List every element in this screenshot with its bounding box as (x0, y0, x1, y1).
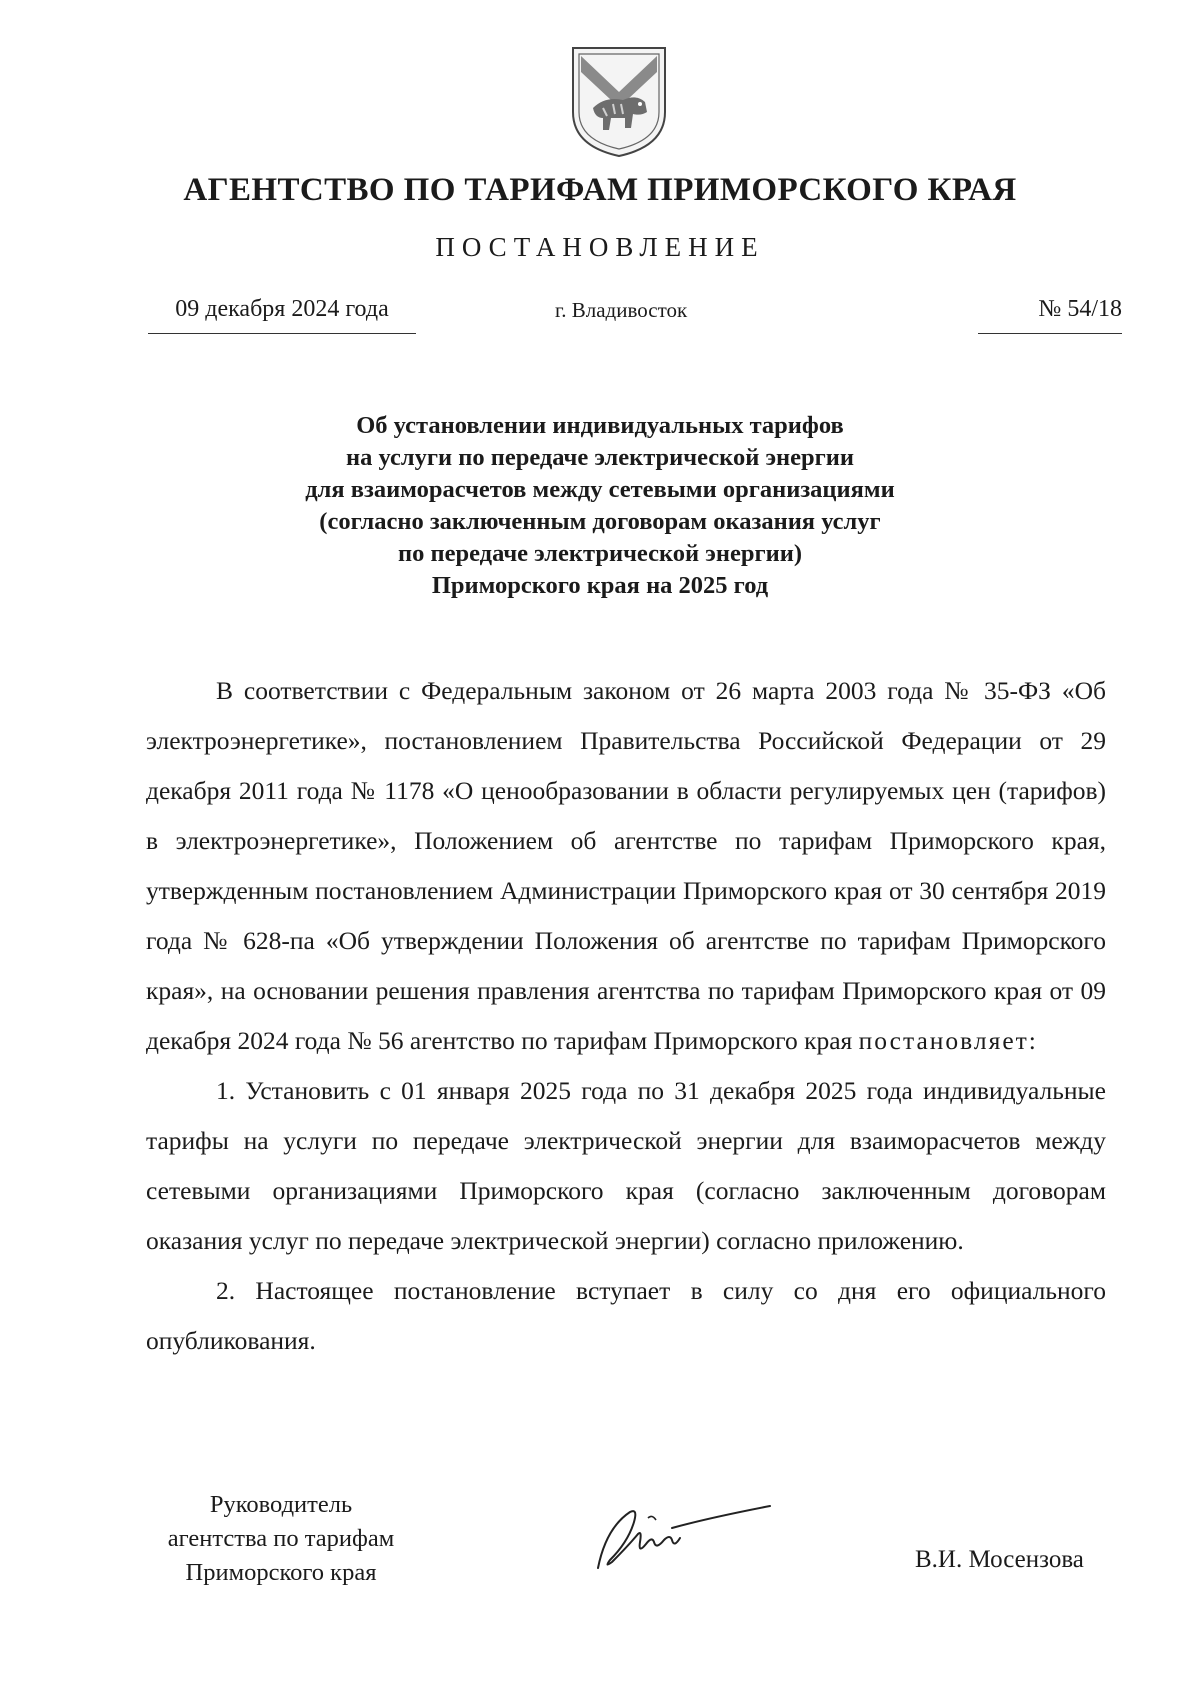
agency-name: АГЕНТСТВО ПО ТАРИФАМ ПРИМОРСКОГО КРАЯ (183, 172, 1017, 208)
title-line: на услуги по передаче электрической энергии (345, 444, 855, 471)
preamble-paragraph (146, 666, 1106, 1066)
document-body (146, 666, 1106, 1366)
document-city: г. Владивосток (555, 298, 688, 322)
document-title (160, 410, 1040, 602)
document-date: 09 декабря 2024 года (148, 296, 416, 334)
item-2-paragraph: 2. Настоящее постановление вступает в силу со дня его официального опубликования. (146, 1276, 1106, 1355)
coat-of-arms-icon (567, 42, 671, 160)
document-type: ПОСТАНОВЛЕНИЕ (435, 232, 765, 262)
title-line: Приморского края на 2025 год (431, 572, 769, 599)
title-line: по передаче электрической энергии) (398, 540, 802, 567)
position-line: Приморского края (185, 1559, 377, 1586)
item-1-paragraph: 1. Установить с 01 января 2025 года по 31 декабря 2025 года индивидуальные тарифы на услуги по передаче электрической энергии для взаиморасчетов между сетевыми организациями Приморского края (согласно заключенным договорам оказания услуг по передаче электрической энергии) согласно приложению. (146, 1076, 1106, 1255)
signer-position (136, 1488, 426, 1590)
position-line: агентства по тарифам (167, 1525, 395, 1552)
decree-word: постановляет: (858, 1026, 1038, 1055)
document-number: № 54/18 (978, 296, 1122, 334)
signer-name: В.И. Мосензова (915, 1546, 1084, 1573)
preamble-text: В соответствии с Федеральным законом от 26 марта 2003 года № 35-ФЗ «Об электроэнергетике», постановлением Правительства Российской Федерации от 29 декабря 2011 года № 1178 «О ценообразовании в области регулируемых цен (тарифов) в электроэнергетике», Положением об агентстве по тарифам Приморского края, утвержденным постановлением Администрации Приморского края от 30 сентября 2019 года № 628-па «Об утверждении Положения об агентстве по тарифам Приморского края», на основании решения правления агентства по тарифам Приморского края от 09 декабря 2024 года № 56 агентство по тарифам Приморского края (146, 676, 1106, 1055)
title-line: для взаиморасчетов между сетевыми организациями (305, 476, 895, 503)
position-line: Руководитель (209, 1491, 353, 1518)
title-line: Об установлении индивидуальных тарифов (356, 412, 844, 439)
handwritten-signature-icon (588, 1498, 778, 1580)
title-line: (согласно заключенным договорам оказания услуг (319, 508, 881, 535)
